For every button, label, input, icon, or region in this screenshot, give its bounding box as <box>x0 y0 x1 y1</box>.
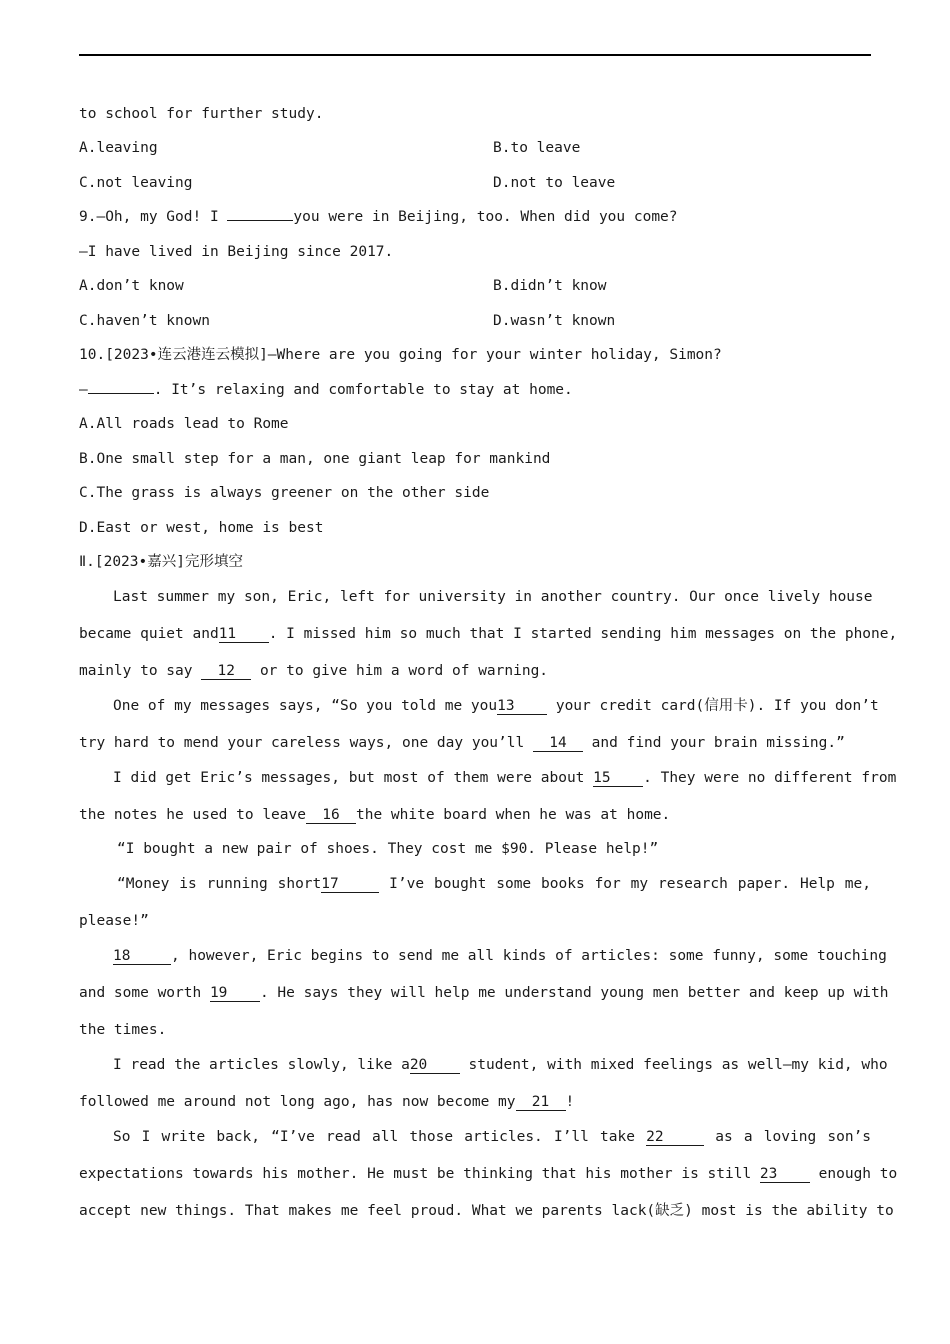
q9-options-row-1 <box>79 276 871 296</box>
blank-13[interactable]: 13 <box>497 698 547 715</box>
header-rule <box>79 54 871 56</box>
blank-11[interactable]: 11 <box>219 626 269 643</box>
blank-23[interactable]: 23 <box>760 1166 810 1183</box>
blank-15[interactable]: 15 <box>593 770 643 787</box>
q8-option-b[interactable]: B.to leave <box>493 140 581 156</box>
q8-options-row-1 <box>79 138 871 158</box>
q8-option-d[interactable]: D.not to leave <box>493 175 616 191</box>
q8-option-a[interactable]: A.leaving <box>79 140 158 156</box>
q9-options-row-2 <box>79 311 871 331</box>
q10-option-b[interactable]: B.One small step for a man, one giant leap for mankind <box>79 451 551 467</box>
q9-blank[interactable] <box>227 220 293 221</box>
q10-option-a[interactable]: A.All roads lead to Rome <box>79 416 289 432</box>
passage-line: 18 , however, Eric begins to send me all kinds of articles: some funny, some touching <box>113 948 887 964</box>
q9-option-a[interactable]: A.don’t know <box>79 278 184 294</box>
q9-option-b[interactable]: B.didn’t know <box>493 278 607 294</box>
q9-option-c[interactable]: C.haven’t known <box>79 313 210 329</box>
passage-line: mainly to say 12 or to give him a word of warning. <box>79 663 549 679</box>
blank-16[interactable]: 16 <box>306 807 356 824</box>
passage-line: please!” <box>79 913 149 929</box>
blank-17[interactable]: 17 <box>321 876 379 893</box>
passage-line: followed me around not long ago, has now become my 21 ! <box>79 1094 575 1110</box>
blank-19[interactable]: 19 <box>210 985 260 1002</box>
q9-option-d[interactable]: D.wasn’t known <box>493 313 616 329</box>
passage-line: Last summer my son, Eric, left for university in another country. Our once lively house <box>113 589 873 605</box>
q10-reply: — . It’s relaxing and comfortable to stay at home. <box>79 382 573 398</box>
passage-line: So I write back, “I’ve read all those articles. I’ll take 22 as a loving son’s <box>113 1129 872 1145</box>
passage-line: the times. <box>79 1022 167 1038</box>
passage-line: One of my messages says, “So you told me you13 your credit card(信用卡). If you don’t <box>113 698 879 714</box>
section-title: Ⅱ.[2023•嘉兴]完形填空 <box>79 554 243 570</box>
q8-stem-line: to school for further study. <box>79 106 324 122</box>
q8-options-row-2 <box>79 173 871 193</box>
passage-line: expectations towards his mother. He must be thinking that his mother is still 23 enough to <box>79 1166 898 1182</box>
q9-answer-line: —I have lived in Beijing since 2017. <box>79 244 394 260</box>
q8-option-c[interactable]: C.not leaving <box>79 175 193 191</box>
passage-line: the notes he used to leave 16 the white board when he was at home. <box>79 807 671 823</box>
passage-line: I did get Eric’s messages, but most of them were about 15 . They were no different from <box>113 770 897 786</box>
q10-option-c[interactable]: C.The grass is always greener on the other side <box>79 485 490 501</box>
blank-18[interactable]: 18 <box>113 948 171 965</box>
blank-22[interactable]: 22 <box>646 1129 704 1146</box>
q10-blank[interactable] <box>88 393 154 394</box>
passage-line: “Money is running short17 I’ve bought some books for my research paper. Help me, <box>117 876 871 892</box>
q10-option-d[interactable]: D.East or west, home is best <box>79 520 324 536</box>
passage-line: and some worth 19 . He says they will help me understand young men better and keep up with <box>79 985 889 1001</box>
passage-line: “I bought a new pair of shoes. They cost me $90. Please help!” <box>117 841 659 857</box>
passage-line: became quiet and11 . I missed him so much that I started sending him messages on the phone, <box>79 626 898 642</box>
blank-21[interactable]: 21 <box>516 1094 566 1111</box>
passage-line: try hard to mend your careless ways, one day you’ll 14 and find your brain missing.” <box>79 735 845 751</box>
blank-12[interactable]: 12 <box>201 663 251 680</box>
blank-14[interactable]: 14 <box>533 735 583 752</box>
q9-stem: 9.—Oh, my God! I you were in Beijing, too. When did you come? <box>79 209 678 225</box>
blank-20[interactable]: 20 <box>410 1057 460 1074</box>
q10-stem: 10.[2023•连云港连云模拟]—Where are you going for your winter holiday, Simon? <box>79 347 722 363</box>
passage-line: I read the articles slowly, like a20 student, with mixed feelings as well—my kid, who <box>113 1057 888 1073</box>
passage-line: accept new things. That makes me feel proud. What we parents lack(缺乏) most is the ability to <box>79 1203 894 1219</box>
